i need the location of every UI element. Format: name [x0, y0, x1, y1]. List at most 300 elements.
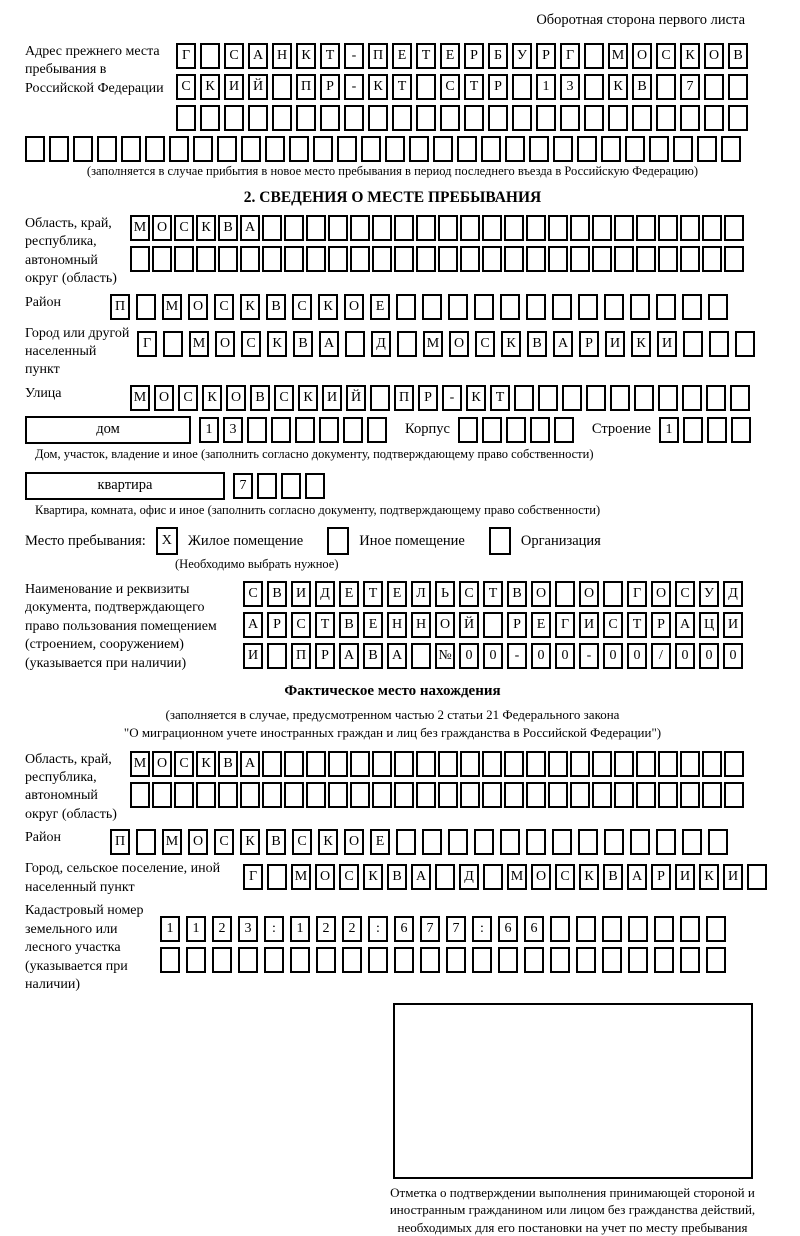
char-cell: П [110, 829, 130, 855]
char-cell [524, 947, 544, 973]
char-cell: А [627, 864, 647, 890]
char-cell [460, 246, 480, 272]
choose-note: (Необходимо выбрать нужное) [175, 557, 339, 572]
char-cell [193, 136, 213, 162]
char-cell: 2 [212, 916, 232, 942]
char-cell [554, 417, 574, 443]
char-cell [649, 136, 669, 162]
char-cell: Е [339, 581, 359, 607]
gorod-label: Город или другой населенный пункт [25, 325, 130, 378]
char-cell [345, 331, 365, 357]
char-cell [396, 829, 416, 855]
char-cell [552, 829, 572, 855]
kadastr-field [25, 902, 760, 994]
char-row-doc-3 [243, 643, 747, 669]
char-cell: С [274, 385, 294, 411]
char-cell [482, 417, 502, 443]
char-cell [97, 136, 117, 162]
char-cell [163, 331, 183, 357]
ulitsa-label: Улица [25, 385, 62, 401]
kvartira-label-box: квартира [25, 472, 225, 500]
char-cell [295, 417, 315, 443]
char-cell [709, 331, 729, 357]
char-cell: О [449, 331, 469, 357]
char-cell [284, 782, 304, 808]
raion-field [25, 294, 760, 320]
char-cell [438, 246, 458, 272]
char-cell: С [440, 74, 460, 100]
char-cell: 1 [290, 916, 310, 942]
char-cell [73, 136, 93, 162]
char-cell [636, 215, 656, 241]
char-cell [130, 782, 150, 808]
char-cell [584, 74, 604, 100]
char-cell: С [475, 331, 495, 357]
char-cell: О [188, 294, 208, 320]
char-cell: Р [536, 43, 556, 69]
char-cell: К [608, 74, 628, 100]
char-cell: Е [440, 43, 460, 69]
char-cell [526, 829, 546, 855]
kvartira-row [25, 472, 760, 500]
char-cell [548, 751, 568, 777]
char-cell [200, 43, 220, 69]
char-row-kvartira [233, 473, 329, 499]
char-cell [160, 947, 180, 973]
char-cell [394, 246, 414, 272]
char-cell [457, 136, 477, 162]
char-cell [284, 751, 304, 777]
char-cell: О [188, 829, 208, 855]
char-cell: О [435, 612, 455, 638]
char-cell [482, 246, 502, 272]
kvartira-note: Квартира, комната, офис и иное (заполнить согласно документу, подтверждающему право собственности) [35, 502, 601, 517]
char-cell: Г [137, 331, 157, 357]
char-cell: А [319, 331, 339, 357]
char-cell [584, 105, 604, 131]
char-cell [578, 829, 598, 855]
gorod-field [25, 325, 760, 380]
char-cell [506, 417, 526, 443]
char-cell: С [241, 331, 261, 357]
char-cell: 1 [186, 916, 206, 942]
char-cell [272, 74, 292, 100]
char-cell [460, 751, 480, 777]
char-cell [512, 105, 532, 131]
char-cell [240, 246, 260, 272]
char-cell [152, 246, 172, 272]
char-cell [592, 246, 612, 272]
char-cell [316, 947, 336, 973]
char-cell: Д [371, 331, 391, 357]
fact-oblast-field [25, 751, 760, 825]
char-cell [548, 782, 568, 808]
char-cell: Р [651, 612, 671, 638]
char-cell: С [555, 864, 575, 890]
char-row-fact-gorod [243, 864, 771, 890]
char-cell: А [240, 751, 260, 777]
char-row-oblast-1 [130, 215, 746, 241]
char-cell [578, 294, 598, 320]
char-cell [724, 246, 744, 272]
char-cell: С [174, 751, 194, 777]
char-cell: О [344, 829, 364, 855]
char-cell [673, 136, 693, 162]
char-cell: № [435, 643, 455, 669]
char-cell [548, 246, 568, 272]
char-row-kadastr-1 [160, 916, 732, 942]
char-cell: 7 [233, 473, 253, 499]
char-cell [526, 751, 546, 777]
char-cell [504, 782, 524, 808]
char-cell [530, 417, 550, 443]
char-cell [548, 215, 568, 241]
char-cell [328, 246, 348, 272]
char-cell [224, 105, 244, 131]
char-cell: И [657, 331, 677, 357]
prev-address-note: (заполняется в случае прибытия в новое место пребывания в период последнего въезда в Российскую Федерацию) [86, 164, 699, 178]
char-cell [416, 74, 436, 100]
char-cell [267, 864, 287, 890]
char-cell [702, 215, 722, 241]
char-cell: К [200, 74, 220, 100]
char-cell: Н [411, 612, 431, 638]
char-cell [464, 105, 484, 131]
char-cell [658, 215, 678, 241]
char-cell [472, 947, 492, 973]
char-cell: Р [267, 612, 287, 638]
org-label: Организация [520, 532, 601, 549]
char-cell: А [553, 331, 573, 357]
char-cell [658, 782, 678, 808]
char-cell [656, 74, 676, 100]
char-cell [724, 782, 744, 808]
char-cell: А [243, 612, 263, 638]
char-cell: С [174, 215, 194, 241]
char-cell [344, 105, 364, 131]
char-cell: О [632, 43, 652, 69]
char-row-prev-4 [25, 136, 760, 162]
dom-row [25, 416, 760, 444]
char-cell [420, 947, 440, 973]
char-cell [601, 136, 621, 162]
char-cell: Р [507, 612, 527, 638]
char-cell [636, 246, 656, 272]
char-cell: А [248, 43, 268, 69]
char-cell: Р [651, 864, 671, 890]
char-cell [636, 751, 656, 777]
char-cell: Р [464, 43, 484, 69]
char-cell [584, 43, 604, 69]
org-checkbox [489, 527, 511, 555]
char-cell [196, 246, 216, 272]
char-cell [218, 246, 238, 272]
char-cell [337, 136, 357, 162]
char-cell: П [368, 43, 388, 69]
char-cell: : [368, 916, 388, 942]
char-cell [370, 385, 390, 411]
char-cell [394, 751, 414, 777]
char-cell: В [266, 294, 286, 320]
char-cell: П [291, 643, 311, 669]
char-cell [176, 105, 196, 131]
char-cell: 0 [627, 643, 647, 669]
char-cell [372, 215, 392, 241]
char-cell: Р [315, 643, 335, 669]
char-cell [680, 782, 700, 808]
char-cell: А [675, 612, 695, 638]
char-cell: А [387, 643, 407, 669]
char-cell: М [162, 294, 182, 320]
char-cell: Ь [435, 581, 455, 607]
char-cell [368, 947, 388, 973]
char-cell [577, 136, 597, 162]
char-cell [483, 864, 503, 890]
char-cell [592, 782, 612, 808]
char-cell [320, 105, 340, 131]
char-cell [440, 105, 460, 131]
fact-gorod-label: Город, сельское поселение, иной населенный пункт [25, 861, 221, 895]
char-cell: В [387, 864, 407, 890]
char-cell [361, 136, 381, 162]
char-cell: Е [531, 612, 551, 638]
char-cell: У [699, 581, 719, 607]
char-cell [628, 947, 648, 973]
char-row-doc-2 [243, 612, 747, 638]
char-cell: М [130, 215, 150, 241]
char-cell: И [605, 331, 625, 357]
char-cell [498, 947, 518, 973]
char-cell: У [512, 43, 532, 69]
char-cell: С [292, 294, 312, 320]
char-cell [49, 136, 69, 162]
char-cell [262, 246, 282, 272]
fact-note-1: (заполняется в случае, предусмотренном частью 2 статьи 21 Федерального закона [165, 707, 620, 723]
char-cell: 2 [316, 916, 336, 942]
char-cell: В [632, 74, 652, 100]
char-cell [708, 829, 728, 855]
char-cell: В [218, 751, 238, 777]
char-cell: С [178, 385, 198, 411]
char-cell: И [291, 581, 311, 607]
char-cell [264, 947, 284, 973]
char-cell: О [152, 215, 172, 241]
char-cell [385, 136, 405, 162]
char-cell [169, 136, 189, 162]
zhiloe-label: Жилое помещение [187, 532, 304, 549]
char-cell [350, 782, 370, 808]
char-cell: 1 [659, 417, 679, 443]
char-cell: Т [320, 43, 340, 69]
char-cell: К [298, 385, 318, 411]
char-cell: П [394, 385, 414, 411]
char-cell [656, 829, 676, 855]
fact-raion-label: Район [25, 830, 61, 846]
char-cell: С [459, 581, 479, 607]
char-cell [409, 136, 429, 162]
char-cell [560, 105, 580, 131]
mesto-label: Место пребывания: [25, 532, 146, 549]
char-cell [267, 643, 287, 669]
char-cell [396, 294, 416, 320]
char-cell: Т [315, 612, 335, 638]
char-cell [500, 294, 520, 320]
char-cell [483, 612, 503, 638]
char-cell [416, 751, 436, 777]
char-cell: К [202, 385, 222, 411]
char-cell: М [507, 864, 527, 890]
kadastr-label: Кадастровый номер земельного или лесного участка (указывается при наличии) [25, 903, 144, 993]
char-cell [262, 751, 282, 777]
char-cell [433, 136, 453, 162]
char-cell [654, 947, 674, 973]
char-row-oblast-2 [130, 246, 746, 272]
char-cell [435, 864, 455, 890]
mesto-row [25, 527, 760, 555]
char-cell [728, 105, 748, 131]
char-cell [592, 215, 612, 241]
char-cell [448, 829, 468, 855]
char-cell [247, 417, 267, 443]
char-cell: 0 [603, 643, 623, 669]
char-cell [136, 829, 156, 855]
char-cell [602, 916, 622, 942]
char-cell: И [723, 864, 743, 890]
char-cell: - [507, 643, 527, 669]
char-cell [570, 215, 590, 241]
char-cell: 1 [536, 74, 556, 100]
char-cell [262, 782, 282, 808]
char-cell: К [196, 215, 216, 241]
char-cell: С [675, 581, 695, 607]
char-cell: 0 [483, 643, 503, 669]
char-cell [392, 105, 412, 131]
char-cell [271, 417, 291, 443]
char-cell [350, 246, 370, 272]
char-cell [328, 782, 348, 808]
char-cell [706, 947, 726, 973]
char-cell: - [344, 74, 364, 100]
char-cell [592, 751, 612, 777]
char-cell [702, 246, 722, 272]
char-cell: С [243, 581, 263, 607]
char-cell: С [291, 612, 311, 638]
char-cell [658, 751, 678, 777]
char-cell: 0 [459, 643, 479, 669]
char-cell: Д [459, 864, 479, 890]
char-cell [248, 105, 268, 131]
char-cell [411, 643, 431, 669]
char-cell: О [531, 864, 551, 890]
char-cell: С [292, 829, 312, 855]
char-cell: Е [392, 43, 412, 69]
char-cell [482, 782, 502, 808]
char-cell: Р [488, 74, 508, 100]
char-cell: Г [243, 864, 263, 890]
char-cell [552, 294, 572, 320]
char-cell [730, 385, 750, 411]
char-cell [328, 215, 348, 241]
char-cell [257, 473, 277, 499]
char-cell: О [315, 864, 335, 890]
char-cell [306, 751, 326, 777]
char-cell: Т [490, 385, 510, 411]
char-cell: Н [387, 612, 407, 638]
char-cell [372, 246, 392, 272]
char-cell: Г [627, 581, 647, 607]
char-cell [448, 294, 468, 320]
char-cell [416, 782, 436, 808]
korpus-label: Корпус [405, 421, 450, 438]
char-cell [708, 294, 728, 320]
char-cell [603, 581, 623, 607]
char-cell [272, 105, 292, 131]
char-cell [394, 215, 414, 241]
char-cell [555, 581, 575, 607]
char-cell [721, 136, 741, 162]
char-cell [636, 782, 656, 808]
char-cell: К [318, 829, 338, 855]
oblast-field [25, 215, 760, 289]
char-cell [482, 751, 502, 777]
char-cell: 6 [498, 916, 518, 942]
char-cell [504, 215, 524, 241]
char-cell [474, 294, 494, 320]
char-cell [576, 916, 596, 942]
char-cell [500, 829, 520, 855]
oblast-label: Область, край, республика, автономный округ (область) [25, 215, 117, 287]
char-cell: А [240, 215, 260, 241]
char-cell: К [240, 829, 260, 855]
char-cell [550, 916, 570, 942]
char-cell [570, 782, 590, 808]
char-cell: Г [555, 612, 575, 638]
char-cell: О [704, 43, 724, 69]
char-cell [305, 473, 325, 499]
char-cell: К [368, 74, 388, 100]
char-cell [200, 105, 220, 131]
char-cell [728, 74, 748, 100]
char-cell: В [218, 215, 238, 241]
char-cell [680, 105, 700, 131]
char-cell: П [296, 74, 316, 100]
char-cell: В [728, 43, 748, 69]
char-cell: Н [272, 43, 292, 69]
char-cell [284, 215, 304, 241]
char-cell: : [264, 916, 284, 942]
char-cell [680, 751, 700, 777]
char-cell: Р [579, 331, 599, 357]
char-cell: Р [320, 74, 340, 100]
char-cell [281, 473, 301, 499]
char-cell [284, 246, 304, 272]
char-cell [152, 782, 172, 808]
char-cell: Г [176, 43, 196, 69]
char-cell [394, 947, 414, 973]
char-cell: 0 [531, 643, 551, 669]
char-cell: К [631, 331, 651, 357]
char-cell [306, 782, 326, 808]
char-row-prev-1 [176, 43, 752, 69]
char-cell [682, 829, 702, 855]
char-cell [702, 782, 722, 808]
char-cell [368, 105, 388, 131]
char-cell [682, 294, 702, 320]
char-cell [570, 751, 590, 777]
char-row-fact-oblast-1 [130, 751, 746, 777]
char-cell [458, 417, 478, 443]
char-cell [438, 782, 458, 808]
